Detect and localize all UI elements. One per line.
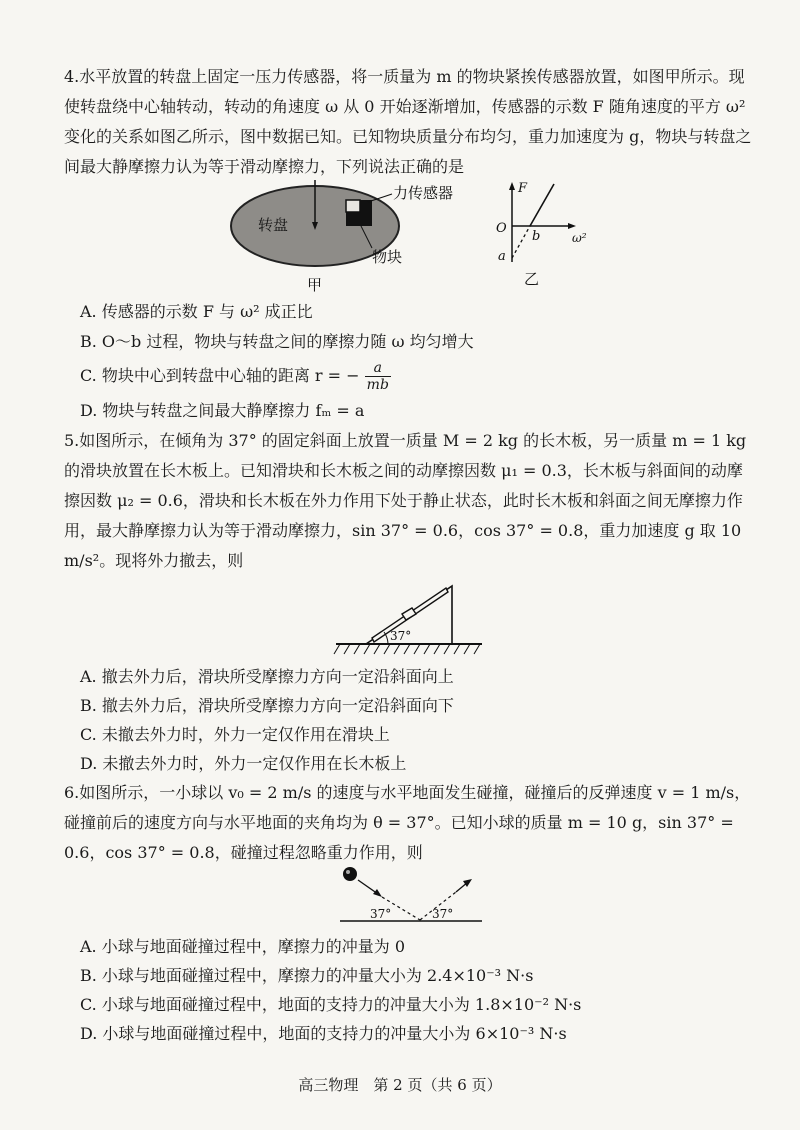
- q6-option-c: C. 小球与地面碰撞过程中，地面的支持力的冲量大小为 1.8×10⁻² N·s: [80, 995, 582, 1014]
- y-axis-arrow: [509, 182, 515, 190]
- question-4: [64, 62, 754, 182]
- figure-jia-turntable: [230, 178, 460, 296]
- question-5: [64, 426, 754, 576]
- question-4-stem: 4.水平放置的转盘上固定一压力传感器，将一质量为 m 的物块紧挨传感器放置，如图甲所示。现使转盘绕中心轴转动，转动的角速度 ω 从 0 开始逐渐增加，传感器的示数 F 随角速度的平方 ω² 变化的关系如图乙所示，图中数据已知。已知物块质量分布均匀，重力加速度为 g，物块与转盘之间最大静摩擦力认为等于滑动摩擦力，下列说法正确的是: [64, 67, 752, 176]
- q6-option-d: D. 小球与地面碰撞过程中，地面的支持力的冲量大小为 6×10⁻³ N·s: [80, 1024, 567, 1043]
- q4-option-d: D. 物块与转盘之间最大静摩擦力 fₘ = a: [80, 401, 365, 420]
- q5-option-d: D. 未撤去外力时，外力一定仅作用在长木板上: [80, 754, 407, 773]
- figure-ball-bounce: [336, 862, 486, 930]
- force-line: [530, 184, 554, 226]
- q4-option-c-text: C. 物块中心到转盘中心轴的距离 r = −: [80, 366, 360, 385]
- question-6: [64, 778, 754, 868]
- disk-label: 转盘: [258, 216, 289, 234]
- fraction-denominator: mb: [366, 377, 389, 393]
- q4-option-a: A. 传感器的示数 F 与 ω² 成正比: [80, 302, 313, 321]
- block-label: 物块: [372, 248, 403, 266]
- q5-option-c: C. 未撤去外力时，外力一定仅作用在滑块上: [80, 725, 390, 744]
- block-shape: [346, 200, 360, 212]
- angle-label-left: 37°: [370, 907, 392, 921]
- y-axis-label: F: [518, 181, 528, 196]
- x-axis-arrow: [568, 223, 576, 229]
- fraction-numerator: a: [365, 360, 391, 377]
- angle-label-right: 37°: [432, 907, 454, 921]
- page-footer: 高三物理 第 2 页（共 6 页）: [298, 1076, 502, 1094]
- dashed-extension: [512, 226, 530, 258]
- figure-yi-graph: [488, 178, 598, 290]
- ball: [343, 867, 357, 881]
- incline-angle-label: 37°: [390, 629, 412, 643]
- q6-option-b: B. 小球与地面碰撞过程中，摩擦力的冲量大小为 2.4×10⁻³ N·s: [80, 966, 534, 985]
- figure-incline: [330, 578, 490, 662]
- origin-label: O: [496, 221, 507, 236]
- x-axis-label: ω²: [572, 231, 587, 245]
- figure-yi-caption: 乙: [524, 270, 540, 288]
- q5-option-a: A. 撤去外力后，滑块所受摩擦力方向一定沿斜面向上: [80, 667, 454, 686]
- slider-block: [402, 608, 416, 620]
- incoming-arrowhead: [373, 889, 382, 897]
- q4-option-b: B. O～b 过程，物块与转盘之间的摩擦力随 ω 均匀增大: [80, 332, 474, 351]
- question-5-stem: 5.如图所示，在倾角为 37° 的固定斜面上放置一质量 M = 2 kg 的长木板，另一质量 m = 1 kg 的滑块放置在长木板上。已知滑块和长木板之间的动摩擦因数 μ₁ = 0.3，长木板与斜面间的动摩擦因数 μ₂ = 0.6，滑块和长木板在外力作用下处于静止状态，此时长木板和斜面之间无摩擦力作用，最大静摩擦力认为等于滑动摩擦力，sin 37° = 0.6，cos 37° = 0.8，重力加速度 g 取 10 m/s²。现将外力撤去，则: [64, 431, 747, 570]
- a-label: a: [498, 249, 506, 264]
- q5-option-b: B. 撤去外力后，滑块所受摩擦力方向一定沿斜面向下: [80, 696, 454, 715]
- q4-option-c-fraction: [365, 360, 391, 393]
- ball-highlight: [346, 870, 350, 874]
- ground-hatching: [334, 644, 480, 654]
- q6-option-a: A. 小球与地面碰撞过程中，摩擦力的冲量为 0: [80, 937, 405, 956]
- figure-jia-caption: 甲: [307, 276, 323, 294]
- b-label: b: [532, 229, 541, 244]
- sensor-label: 力传感器: [393, 184, 454, 202]
- q4-option-c: [80, 360, 391, 393]
- question-6-stem: 6.如图所示，一小球以 v₀ = 2 m/s 的速度与水平地面发生碰撞，碰撞后的反弹速度 v = 1 m/s，碰撞前后的速度方向与水平地面的夹角均为 θ = 37°。已知小球的质量 m = 10 g，sin 37° = 0.6，cos 37° = 0.8，碰撞过程忽略重力作用，则: [64, 783, 751, 862]
